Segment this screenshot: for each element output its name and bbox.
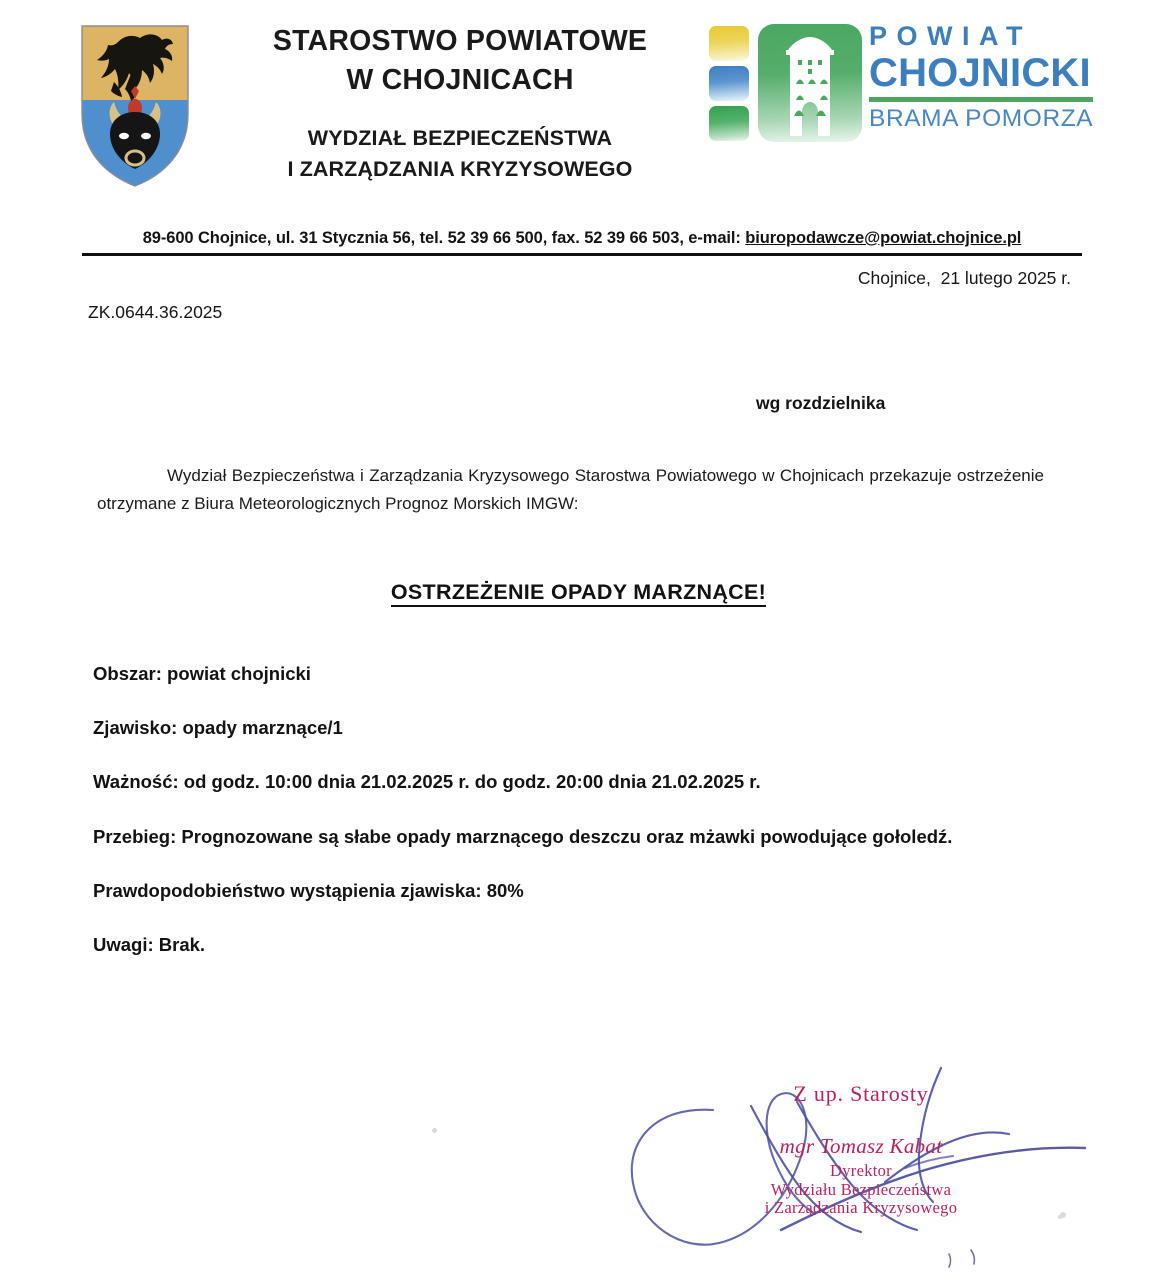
logo-brama-pomorza-text: BRAMA POMORZA: [869, 105, 1094, 133]
stamp-line-name: mgr Tomasz Kabat: [779, 1134, 943, 1159]
place-and-date: Chojnice, 21 lutego 2025 r.: [857, 268, 1071, 288]
detail-area: Obszar: powiat chojnicki: [93, 663, 311, 684]
stamp-line-department-2: i Zarządzania Kryzysowego: [764, 1198, 958, 1218]
logo-tower-tile: [758, 24, 862, 142]
stamp-line-department-1: Wydziału Bezpieczeństwa: [770, 1179, 952, 1199]
logo-chojnicki-text: CHOJNICKI: [869, 51, 1091, 96]
office-title-line-1: STAROSTWO POWIATOWE: [272, 25, 648, 57]
logo-tile-green: [709, 106, 749, 141]
reference-number: ZK.0644.36.2025: [88, 302, 223, 322]
stamp-line-authority: Z up. Starosty: [793, 1081, 929, 1106]
detail-probability: Prawdopodobieństwo wystąpienia zjawiska: 80%: [93, 879, 524, 901]
warning-details: [93, 663, 1093, 956]
contact-address-text: 89-600 Chojnice, ul. 31 Stycznia 56, tel. 52 39 66 500, fax. 52 39 66 503, e-mail:: [142, 229, 746, 247]
scan-speck: [1058, 1215, 1062, 1219]
scan-speck: [432, 1128, 437, 1133]
detail-validity: Ważność: od godz. 10:00 dnia 21.02.2025 r. do godz. 20:00 dnia 21.02.2025 r.: [93, 771, 761, 793]
logo-tile-blue: [709, 66, 749, 101]
powiat-chojnicki-logo: [706, 22, 1096, 144]
detail-course: Przebieg: Prognozowane są słabe opady marznącego deszczu oraz mżawki powodujące gołoledź.: [93, 825, 953, 847]
logo-powiat-text: POWIAT: [869, 21, 1032, 51]
warning-title-text: OSTRZEŻENIE OPADY MARZNĄCE!: [391, 580, 766, 607]
logo-color-tiles: [706, 24, 752, 142]
coat-of-arms-icon: [74, 22, 196, 190]
department-line-1: WYDZIAŁ BEZPIECZEŃSTWA: [307, 125, 613, 150]
intro-paragraph: Wydział Bezpieczeństwa i Zarządzania Kryzysowego Starostwa Powiatowego w Chojnicach przekazuje ostrzeżenie otrzymane z Biura Meteorologicznych Prognoz Morskich IMGW:: [97, 466, 1044, 513]
warning-title: [0, 580, 1157, 605]
detail-phenomenon: Zjawisko: opady marznące/1: [93, 717, 343, 739]
logo-tile-yellow: [709, 26, 749, 61]
logo-divider: [869, 97, 1093, 102]
document-header: [0, 0, 1157, 215]
addressee: wg rozdzielnika: [756, 393, 886, 413]
department-line-2: I ZARZĄDZANIA KRYZYSOWEGO: [287, 156, 633, 181]
detail-remarks: Uwagi: Brak.: [93, 933, 206, 955]
signature-block: [585, 1058, 1115, 1273]
header-divider: [82, 253, 1082, 256]
office-title-line-2: W CHOJNICACH: [346, 64, 574, 97]
contact-line: [82, 229, 1082, 248]
contact-email-link[interactable]: biuropodawcze@powiat.chojnice.pl: [745, 229, 1022, 247]
office-title-block: [215, 22, 705, 185]
stamp-line-role: Dyrektor: [830, 1161, 892, 1181]
logo-wordmark: [869, 22, 1096, 133]
